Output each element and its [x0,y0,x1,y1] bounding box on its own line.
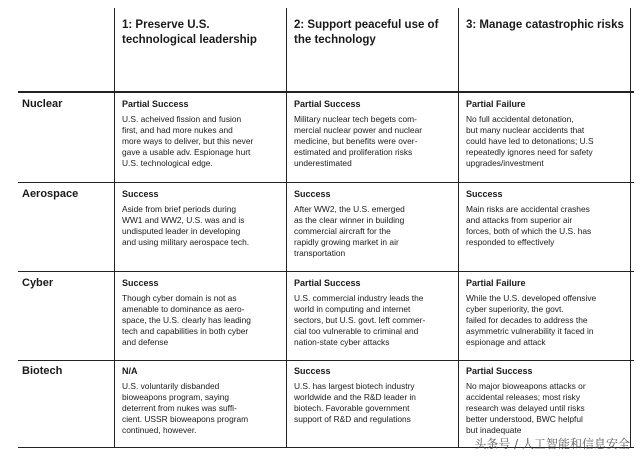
cell-text-line: No major bioweapons attacks or [466,381,586,391]
cell-text-line: estimated and proliferation risks [294,147,413,157]
cell-text [122,293,282,348]
cell-text-line: but inadequate [466,425,522,435]
cell-text-line: bioweapons program, saying [122,392,230,402]
cell-aerospace-2 [294,188,454,259]
status-label: Success [122,189,159,199]
cell-text-line: gave a usable adv. Espionage hurt [122,147,251,157]
cell-text-line: research was delayed until risks [466,403,585,413]
status-label: Partial Success [466,366,533,376]
cell-text-line: forces, both of which the U.S. has [466,226,592,236]
cell-text-line: nation-state cyber attacks [294,337,390,347]
cell-text-line: and attacks from superior air [466,215,573,225]
column-header-line: 1: Preserve U.S. [122,19,210,31]
column-header-line: technological leadership [122,34,257,46]
cell-text-line: U.S. commercial industry leads the [294,293,424,303]
cell-text-line: commercial aircraft for the [294,226,391,236]
watermark: 头条号 / 人工智能和信息安全 [474,437,630,451]
cell-text [466,293,626,348]
cell-text-line: repeatedly ignores need for safety [466,147,593,157]
cell-text-line: cient. USSR bioweapons program [122,414,249,424]
cell-text-line: rapidly growing market in air [294,237,399,247]
cell-text-line: better understood, BWC helpful [466,414,583,424]
cell-text-line: and using military aerospace tech. [122,237,250,247]
cell-text-line: After WW2, the U.S. emerged [294,204,405,214]
cell-text-line: espionage and attack [466,337,546,347]
cell-text-line: failed for decades to address the [466,315,588,325]
status-label: Partial Success [294,278,361,288]
table-divider [458,8,459,448]
column-header-line: the technology [294,34,376,46]
cell-text-line: support of R&D and regulations [294,414,411,424]
cell-text [294,114,454,169]
cell-text-line: underestimated [294,158,352,168]
cell-text-line: responded to effectively [466,237,555,247]
cell-text-line: While the U.S. developed offensive [466,293,597,303]
cell-text [122,204,282,248]
cell-text-line: WW1 and WW2, U.S. was and is [122,215,245,225]
status-label: N/A [122,366,138,376]
cell-text-line: U.S. technological edge. [122,158,213,168]
cell-text-line: U.S. has largest biotech industry [294,381,415,391]
cell-text-line: could have led to detonations; U.S [466,136,594,146]
cell-text-line: sectors, but U.S. govt. left commer- [294,315,426,325]
cell-text-line: cial too vulnerable to criminal and [294,326,419,336]
status-label: Success [466,189,503,199]
comparison-table [18,8,634,448]
cell-cyber-1 [122,277,282,348]
cell-nuclear-2 [294,98,454,169]
status-label: Success [122,278,159,288]
cell-text-line: continued, however. [122,425,197,435]
cell-text [294,204,454,259]
cell-text [466,204,626,248]
status-label: Partial Success [122,99,189,109]
table-divider [630,8,631,448]
cell-text [466,114,626,169]
column-header-3 [466,18,628,33]
cell-text-line: world in computing and internet [294,304,411,314]
cell-text-line: more ways to deliver, but this never [122,136,254,146]
cell-text-line: undisputed leader in developing [122,226,241,236]
row-label-cyber: Cyber [22,277,54,289]
cell-text [294,293,454,348]
cell-text-line: space, the U.S. clearly has leading [122,315,251,325]
cell-text-line: worldwide and the R&D leader in [294,392,416,402]
cell-biotech-3 [466,365,626,436]
row-label-aerospace: Aerospace [22,188,79,200]
cell-text-line: accidental releases; most risky [466,392,581,402]
cell-text [122,114,282,169]
cell-text-line: Main risks are accidental crashes [466,204,590,214]
cell-text-line: asymmetric vulnerability it faced in [466,326,594,336]
row-label-biotech: Biotech [22,365,63,377]
cell-text [122,381,282,436]
cell-text-line: upgrades/investment [466,158,544,168]
status-label: Partial Failure [466,99,526,109]
cell-text-line: tech and capabilities in both cyber [122,326,249,336]
cell-text-line: as the clear winner in building [294,215,405,225]
column-header-2 [294,18,456,48]
status-label: Success [294,366,331,376]
column-header-1 [122,18,282,48]
cell-text-line: Military nuclear tech begets com- [294,114,417,124]
cell-text-line: transportation [294,248,346,258]
cell-text-line: U.S. voluntarily disbanded [122,381,220,391]
cell-text-line: biotech. Favorable government [294,403,410,413]
status-label: Success [294,189,331,199]
cell-aerospace-1 [122,188,282,248]
status-label: Partial Failure [466,278,526,288]
cell-text [294,381,454,425]
table-divider [114,8,115,448]
status-label: Partial Success [294,99,361,109]
cell-text-line: deterrent from nukes was suffi- [122,403,237,413]
cell-text-line: Aside from brief periods during [122,204,237,214]
table-divider [286,8,287,448]
cell-text-line: but many nuclear accidents that [466,125,585,135]
cell-text-line: first, and had more nukes and [122,125,233,135]
table-divider [18,360,634,361]
cell-cyber-2 [294,277,454,348]
table-divider [18,271,634,272]
table-divider [18,91,634,93]
column-header-line: 2: Support peaceful use of [294,19,439,31]
table-divider [18,182,634,183]
cell-text-line: mercial nuclear power and nuclear [294,125,423,135]
cell-text-line: and defense [122,337,169,347]
cell-nuclear-3 [466,98,626,169]
column-header-line: 3: Manage catastrophic risks [466,19,624,31]
cell-cyber-3 [466,277,626,348]
cell-text-line: cyber superiority, the govt. [466,304,564,314]
cell-biotech-2 [294,365,454,425]
cell-text-line: medicine, but benefits were over- [294,136,418,146]
cell-text-line: No full accidental detonation, [466,114,574,124]
cell-text-line: Though cyber domain is not as [122,293,237,303]
cell-nuclear-1 [122,98,282,169]
row-label-nuclear: Nuclear [22,98,63,110]
cell-aerospace-3 [466,188,626,248]
cell-text-line: U.S. acheived fission and fusion [122,114,242,124]
cell-text [466,381,626,436]
cell-biotech-1 [122,365,282,436]
cell-text-line: amenable to dominance as aero- [122,304,245,314]
